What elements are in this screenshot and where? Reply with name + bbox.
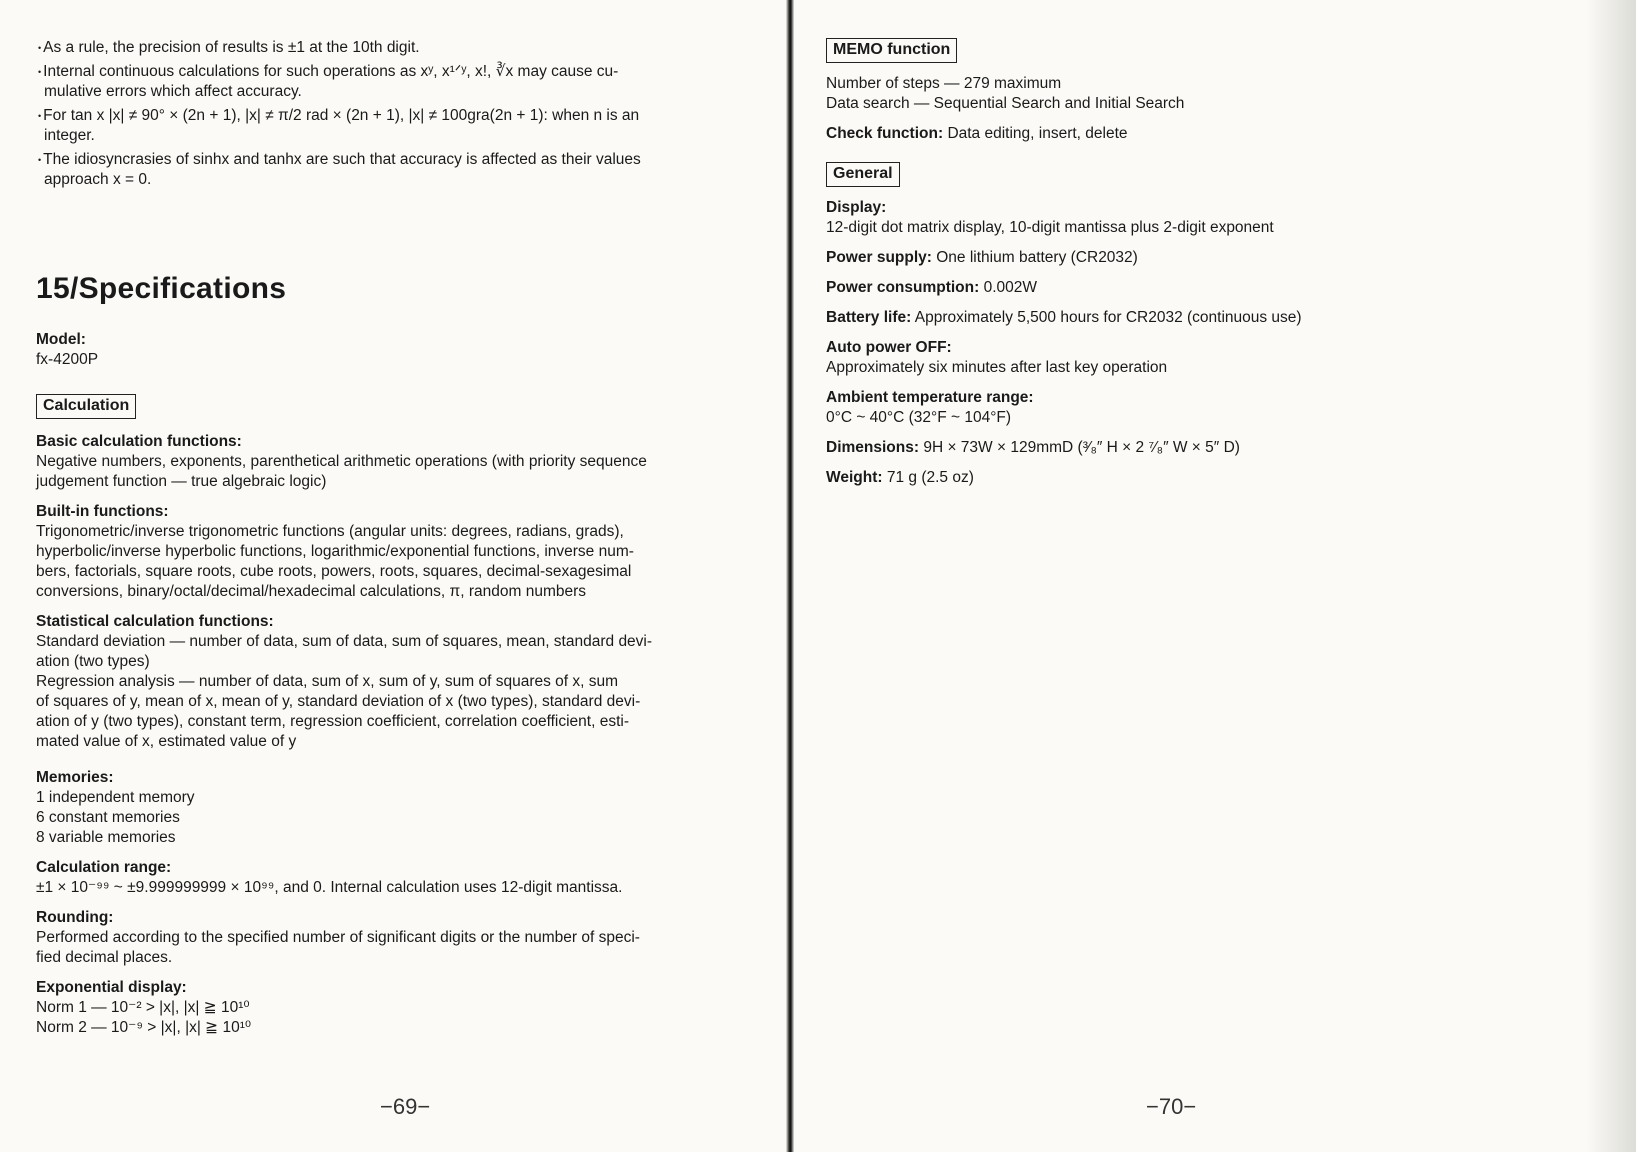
note-continuous-line2: mulative errors which affect accuracy.: [44, 83, 302, 100]
memories-line: 1 independent memory: [36, 789, 195, 806]
builtin-functions-spec: [36, 502, 766, 602]
auto-value: Approximately six minutes after last key operation: [826, 359, 1168, 376]
temp-value: 0°C ~ 40°C (32°F ~ 104°F): [826, 409, 1012, 426]
auto-power-off-spec: [826, 338, 1556, 378]
steps-line: Number of steps — 279 maximum: [826, 75, 1062, 92]
left-page: [0, 0, 786, 1152]
display-spec: [826, 198, 1556, 238]
battery-life-spec: [826, 308, 1556, 328]
power-value: One lithium battery (CR2032): [936, 249, 1138, 266]
statistical-label: Statistical calculation functions:: [36, 613, 274, 630]
battery-value: Approximately 5,500 hours for CR2032 (continuous use): [914, 309, 1302, 326]
exp-line: Norm 2 — 10⁻⁹ > |x|, |x| ≧ 10¹⁰: [36, 1019, 252, 1036]
general-heading-block: [826, 162, 1556, 187]
builtin-line: Trigonometric/inverse trigonometric functions (angular units: degrees, radians, grads),: [36, 523, 624, 540]
weight-spec: [826, 468, 1556, 488]
check-label: Check function:: [826, 125, 944, 142]
calculation-range-spec: [36, 858, 766, 898]
check-value: Data editing, insert, delete: [947, 125, 1128, 142]
note-tan-line2: integer.: [44, 127, 95, 144]
search-line: Data search — Sequential Search and Initial Search: [826, 95, 1185, 112]
note-sinh-line1: The idiosyncrasies of sinhx and tanhx are such that accuracy is affected as their values: [43, 151, 641, 168]
rounding-line: fied decimal places.: [36, 949, 173, 966]
memo-spec: [826, 74, 1556, 114]
range-label: Calculation range:: [36, 859, 172, 876]
note-sinh-line2: approach x = 0.: [44, 171, 152, 188]
basic-line: judgement function — true algebraic logic): [36, 473, 327, 490]
exp-line: Norm 1 — 10⁻² > |x|, |x| ≧ 10¹⁰: [36, 999, 250, 1016]
page-number-left: −69−: [380, 1094, 431, 1119]
statistical-line: Regression analysis — number of data, sum of x, sum of y, sum of squares of x, sum: [36, 673, 619, 690]
note-sinh: [38, 150, 758, 170]
page-number-right: −70−: [1146, 1094, 1197, 1119]
statistical-line: mated value of x, estimated value of y: [36, 733, 297, 750]
statistical-line: ation of y (two types), constant term, regression coefficient, correlation coefficient, esti-: [36, 713, 630, 730]
statistical-line: of squares of y, mean of x, mean of y, standard deviation of x (two types), standard devi-: [36, 693, 641, 710]
model-spec: [36, 330, 766, 370]
temp-label: Ambient temperature range:: [826, 389, 1034, 406]
book-spine: [786, 0, 794, 1152]
statistical-functions-spec: [36, 612, 766, 752]
consumption-label: Power consumption:: [826, 279, 980, 296]
calculation-heading: Calculation: [36, 394, 136, 419]
power-supply-spec: [826, 248, 1556, 268]
memories-spec: [36, 768, 766, 848]
statistical-line: ation (two types): [36, 653, 150, 670]
page-edge-shadow: [1586, 0, 1636, 1152]
rounding-label: Rounding:: [36, 909, 114, 926]
exponential-display-spec: [36, 978, 766, 1038]
memories-label: Memories:: [36, 769, 114, 786]
power-label: Power supply:: [826, 249, 932, 266]
dimensions-value: 9H × 73W × 129mmD (³⁄₈″ H × 2 ⁷⁄₈″ W × 5″ D): [923, 439, 1240, 456]
note-tan-line1: For tan x |x| ≠ 90° × (2n + 1), |x| ≠ π/2 rad × (2n + 1), |x| ≠ 100gra(2n + 1): when n is an: [43, 107, 640, 124]
weight-value: 71 g (2.5 oz): [886, 469, 974, 486]
model-value: fx-4200P: [36, 351, 99, 368]
dimensions-label: Dimensions:: [826, 439, 920, 456]
rounding-spec: [36, 908, 766, 968]
section-title: 15/Specifications: [36, 272, 287, 305]
consumption-value: 0.002W: [983, 279, 1038, 296]
memories-line: 8 variable memories: [36, 829, 176, 846]
check-function-spec: [826, 124, 1556, 144]
memo-heading: MEMO function: [826, 38, 957, 63]
basic-label: Basic calculation functions:: [36, 433, 242, 450]
model-label: Model:: [36, 331, 86, 348]
display-label: Display:: [826, 199, 887, 216]
exp-label: Exponential display:: [36, 979, 187, 996]
basic-line: Negative numbers, exponents, parenthetical arithmetic operations (with priority sequence: [36, 453, 647, 470]
range-line: ±1 × 10⁻⁹⁹ ~ ±9.999999999 × 10⁹⁹, and 0. Internal calculation uses 12-digit mantissa.: [36, 879, 623, 896]
builtin-line: conversions, binary/octal/decimal/hexadecimal calculations, π, random numbers: [36, 583, 587, 600]
temperature-spec: [826, 388, 1556, 428]
memories-line: 6 constant memories: [36, 809, 180, 826]
power-consumption-spec: [826, 278, 1556, 298]
rounding-line: Performed according to the specified number of significant digits or the number of speci-: [36, 929, 640, 946]
builtin-line: bers, factorials, square roots, cube roots, powers, roots, squares, decimal-sexagesimal: [36, 563, 632, 580]
dimensions-spec: [826, 438, 1556, 458]
basic-functions-spec: [36, 432, 766, 492]
battery-label: Battery life:: [826, 309, 912, 326]
builtin-line: hyperbolic/inverse hyperbolic functions, logarithmic/exponential functions, inverse num-: [36, 543, 634, 560]
auto-label: Auto power OFF:: [826, 339, 952, 356]
note-precision: • As a rule, the precision of results is ±1 at the 10th digit.: [38, 38, 758, 58]
precision-notes: [38, 38, 758, 190]
memo-heading-block: [826, 38, 1556, 63]
statistical-line: Standard deviation — number of data, sum of data, sum of squares, mean, standard devi-: [36, 633, 653, 650]
calculation-heading-block: [36, 394, 766, 419]
builtin-label: Built-in functions:: [36, 503, 169, 520]
general-heading: General: [826, 162, 900, 187]
display-value: 12-digit dot matrix display, 10-digit mantissa plus 2-digit exponent: [826, 219, 1274, 236]
weight-label: Weight:: [826, 469, 883, 486]
note-tan: [38, 106, 758, 126]
right-page: [798, 0, 1636, 1152]
note-continuous: [38, 62, 758, 82]
note-continuous-line1: Internal continuous calculations for such operations as xʸ, x¹ᐟʸ, x!, ∛x may cause cu-: [43, 63, 619, 80]
